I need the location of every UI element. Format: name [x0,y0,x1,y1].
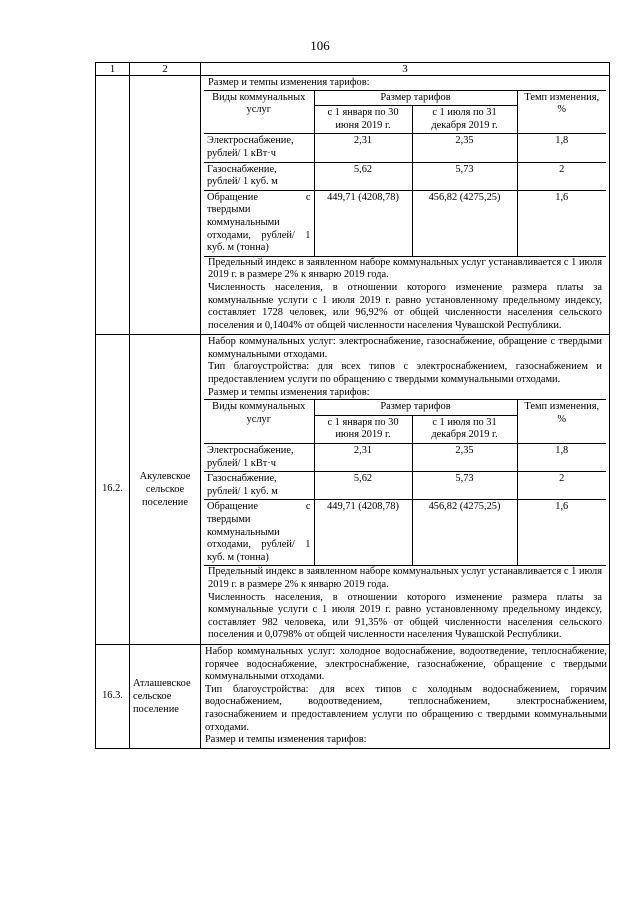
tariff-row [204,190,606,256]
tariff-row-v1: 5,62 [314,472,412,500]
block1-intro: Размер и темпы изменения тарифов: [208,77,370,88]
tariff-rate-header: Темп изменения, % [517,90,606,134]
block1-limit-index-text: Предельный индекс в заявленном наборе коммунальных услуг устанавливается с 1 июля 2019 г. в размере 2% к январю 2019 года. [208,256,602,281]
tariff-row-name: Электроснабжение, рублей/ 1 кВт·ч [204,444,314,472]
block1-num [96,76,130,335]
col-3-header: 3 [201,63,610,76]
tariff-period1-header: с 1 января по 30 июня 2019 г. [314,106,412,134]
tariff-period2-header: с 1 июля по 31 декабря 2019 г. [412,415,517,443]
block3-name: Атлашевское сельское поселение [130,644,201,748]
block2-intro: Размер и темпы изменения тарифов: [208,386,370,398]
block3-content [201,644,610,748]
tariff-row [204,472,606,500]
tariff-row-rate: 1,6 [517,190,606,256]
block2-limit-index-text: Предельный индекс в заявленном наборе коммунальных услуг устанавливается с 1 июля 2019 г. в размере 2% к январю 2019 года. [208,566,602,590]
tariff-row [204,500,606,566]
block2-tariff-table [204,399,606,566]
tariff-row-rate: 1,8 [517,134,606,162]
tariff-rate-header: Темп изменения, % [517,400,606,444]
block2-improvement-type: Тип благоустройства: для всех типов с электроснабжением, газоснабжением и предоставлением услуги по обращению с твердыми коммунальными отходами. [208,361,602,386]
row-block-2 [96,335,610,645]
tariff-row-v1: 2,31 [314,444,412,472]
tariff-kind-header: Виды коммунальных услуг [204,400,314,444]
block3-services-set: Набор коммунальных услуг: холодное водоснабжение, водоотведение, теплоснабжение, горячее водоснабжение, электроснабжение, газоснабжение, обращение с твердыми коммунальными отходами. [205,645,607,683]
row-block-1 [96,76,610,335]
tariff-row [204,162,606,190]
block1-population-text: Численность населения, в отношении которого изменение размера платы за коммунальные услуги с 1 июля 2019 г. равно установленному предельному индексу, составляет 1728 человек, или 96,92% от общей численности населения сельского поселения и 0,1404% от общей численности населения Чувашской Республики. [208,281,602,331]
block2-num: 16.2. [96,335,130,645]
block2-name: Акулевское сельское поселение [130,335,201,645]
row-block-3 [96,644,610,748]
column-number-row [96,63,610,76]
block2-content [201,335,610,645]
tariff-row-name: Газоснабжение, рублей/ 1 куб. м [204,472,314,500]
page-number: 106 [310,38,330,53]
tariff-row-v2: 456,82 (4275,25) [412,190,517,256]
tariff-row-rate: 2 [517,162,606,190]
tariff-row-rate: 1,6 [517,500,606,566]
tariff-row-v2: 5,73 [412,472,517,500]
col-1-header: 1 [96,63,130,76]
tariff-row-name: Газоснабжение, рублей/ 1 куб. м [204,162,314,190]
tariff-row-v2: 2,35 [412,134,517,162]
tariff-period2-header: с 1 июля по 31 декабря 2019 г. [412,106,517,134]
tariff-row-name: Электроснабжение, рублей/ 1 кВт·ч [204,134,314,162]
tariff-row [204,134,606,162]
tariff-row-name: Обращение с твердыми коммунальными отходами, рублей/ 1 куб. м (тонна) [204,500,314,566]
col-2-header: 2 [130,63,201,76]
tariff-size-header: Размер тарифов [314,90,517,106]
block3-num: 16.3. [96,644,130,748]
tariff-row-rate: 1,8 [517,444,606,472]
tariff-row [204,444,606,472]
block1-tariff-table [204,90,606,257]
block1-content [201,76,610,335]
tariff-row-v1: 2,31 [314,134,412,162]
block2-population-text: Численность населения, в отношении которого изменение размера платы за коммунальные услуги с 1 июля 2019 г. равно установленному предельному индексу, составляет 982 человека, или 91,35% от общей численности населения сельского поселения и 0,0798% от общей численности населения Чувашской Республики. [208,591,602,641]
block1-name [130,76,201,335]
block3-intro: Размер и темпы изменения тарифов: [205,734,367,746]
tariff-period1-header: с 1 января по 30 июня 2019 г. [314,415,412,443]
tariff-row-v1: 449,71 (4208,78) [314,190,412,256]
block3-improvement-type: Тип благоустройства: для всех типов с холодным водоснабжением, горячим водоснабжением, водоотведением, теплоснабжением, электроснабжением, газоснабжением и предоставлением услуги по обращению с твердыми коммунальными отходами. [205,683,607,733]
tariff-row-rate: 2 [517,472,606,500]
tariff-row-v2: 5,73 [412,162,517,190]
tariff-row-v1: 449,71 (4208,78) [314,500,412,566]
tariff-row-name: Обращение с твердыми коммунальными отходами, рублей/ 1 куб. м (тонна) [204,190,314,256]
tariff-row-v2: 2,35 [412,444,517,472]
tariff-row-v1: 5,62 [314,162,412,190]
tariff-document-table [95,62,610,749]
tariff-kind-header: Виды коммунальных услуг [204,90,314,134]
tariff-row-v2: 456,82 (4275,25) [412,500,517,566]
tariff-size-header: Размер тарифов [314,400,517,416]
block2-services-set: Набор коммунальных услуг: электроснабжение, газоснабжение, обращение с твердыми коммунальными отходами. [208,336,602,360]
